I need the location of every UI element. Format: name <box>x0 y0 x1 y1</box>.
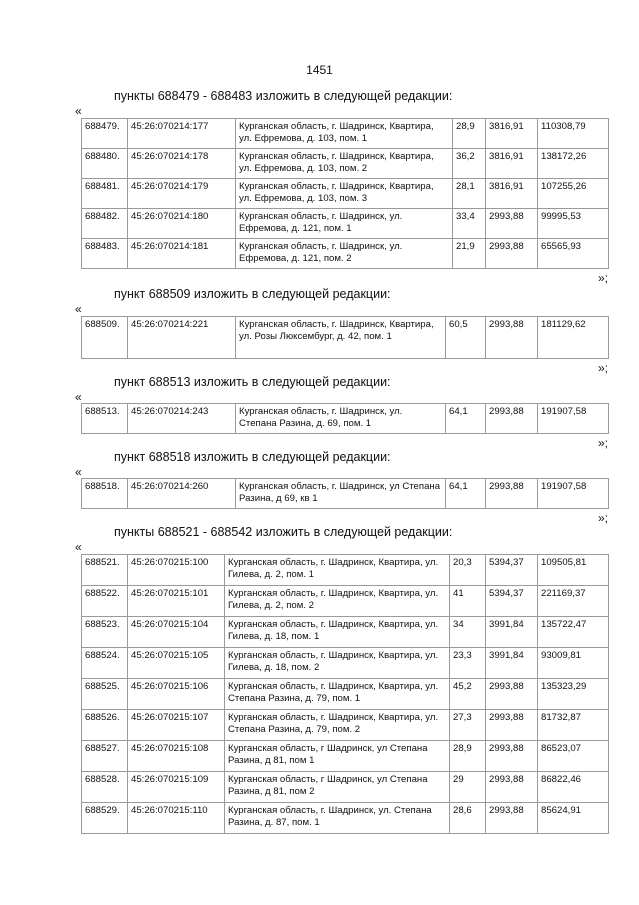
cell-price: 2993,88 <box>486 239 538 269</box>
cell-total: 99995,53 <box>538 209 609 239</box>
cell-address: Курганская область, г. Шадринск, Квартира, ул. Гилева, д. 18, пом. 2 <box>225 648 450 679</box>
cell-address: Курганская область, г Шадринск, ул Степана Разина, д 81, пом 1 <box>225 741 450 772</box>
cell-number: 688526. <box>82 710 128 741</box>
section-instruction: пункты 688521 - 688542 изложить в следующей редакции: <box>114 525 453 539</box>
table-row <box>82 555 609 586</box>
cell-address: Курганская область, г. Шадринск, ул. Степана Разина, д. 87, пом. 1 <box>225 803 450 834</box>
cell-number: 688481. <box>82 179 128 209</box>
cell-cadastral: 45:26:070214:181 <box>128 239 236 269</box>
table-row <box>82 679 609 710</box>
cell-address: Курганская область, г. Шадринск, Квартира, ул. Ефремова, д. 103, пом. 2 <box>236 149 453 179</box>
cell-number: 688527. <box>82 741 128 772</box>
cell-area: 20,3 <box>450 555 486 586</box>
cell-price: 2993,88 <box>486 710 538 741</box>
cell-area: 64,1 <box>446 479 486 509</box>
cell-price: 3991,84 <box>486 648 538 679</box>
cell-total: 93009,81 <box>538 648 609 679</box>
cell-address: Курганская область, г. Шадринск, Квартира, ул. Розы Люксембург, д. 42, пом. 1 <box>236 317 446 359</box>
close-quote: »; <box>597 511 608 525</box>
cell-total: 107255,26 <box>538 179 609 209</box>
cell-number: 688528. <box>82 772 128 803</box>
cell-total: 110308,79 <box>538 119 609 149</box>
cell-cadastral: 45:26:070215:100 <box>128 555 225 586</box>
cell-area: 64,1 <box>446 404 486 434</box>
items-table <box>81 478 609 509</box>
cell-cadastral: 45:26:070214:221 <box>128 317 236 359</box>
cell-address: Курганская область, г. Шадринск, Квартира, ул. Ефремова, д. 103, пом. 1 <box>236 119 453 149</box>
table-row <box>82 239 609 269</box>
cell-total: 109505,81 <box>538 555 609 586</box>
cell-area: 28,6 <box>450 803 486 834</box>
table-row <box>82 317 609 359</box>
cell-cadastral: 45:26:070214:180 <box>128 209 236 239</box>
table-row <box>82 119 609 149</box>
cell-address: Курганская область, г. Шадринск, Квартира, ул. Гилева, д. 2, пом. 1 <box>225 555 450 586</box>
open-quote: « <box>75 465 82 479</box>
cell-total: 191907,58 <box>538 404 609 434</box>
cell-area: 60,5 <box>446 317 486 359</box>
cell-cadastral: 45:26:070214:179 <box>128 179 236 209</box>
cell-price: 3816,91 <box>486 179 538 209</box>
cell-price: 2993,88 <box>486 317 538 359</box>
cell-cadastral: 45:26:070215:109 <box>128 772 225 803</box>
cell-number: 688479. <box>82 119 128 149</box>
table-row <box>82 179 609 209</box>
cell-address: Курганская область, г. Шадринск, ул Степана Разина, д 69, кв 1 <box>236 479 446 509</box>
cell-cadastral: 45:26:070214:243 <box>128 404 236 434</box>
cell-total: 81732,87 <box>538 710 609 741</box>
cell-address: Курганская область, г. Шадринск, Квартира, ул. Гилева, д. 2, пом. 2 <box>225 586 450 617</box>
cell-total: 221169,37 <box>538 586 609 617</box>
cell-price: 3816,91 <box>486 149 538 179</box>
cell-area: 23,3 <box>450 648 486 679</box>
table-row <box>82 479 609 509</box>
cell-number: 688529. <box>82 803 128 834</box>
section-instruction: пункт 688509 изложить в следующей редакции: <box>114 287 391 301</box>
cell-cadastral: 45:26:070214:260 <box>128 479 236 509</box>
open-quote: « <box>75 390 82 404</box>
open-quote: « <box>75 104 82 118</box>
cell-area: 45,2 <box>450 679 486 710</box>
cell-cadastral: 45:26:070215:108 <box>128 741 225 772</box>
close-quote: »; <box>597 271 608 285</box>
cell-area: 41 <box>450 586 486 617</box>
cell-number: 688525. <box>82 679 128 710</box>
cell-price: 2993,88 <box>486 479 538 509</box>
table-row <box>82 648 609 679</box>
cell-price: 2993,88 <box>486 404 538 434</box>
section-instruction: пункт 688518 изложить в следующей редакции: <box>114 450 391 464</box>
cell-total: 191907,58 <box>538 479 609 509</box>
cell-address: Курганская область, г. Шадринск, Квартира, ул. Степана Разина, д. 79, пом. 2 <box>225 710 450 741</box>
table-row <box>82 741 609 772</box>
cell-area: 36,2 <box>453 149 486 179</box>
cell-address: Курганская область, г. Шадринск, Квартира, ул. Ефремова, д. 103, пом. 3 <box>236 179 453 209</box>
cell-cadastral: 45:26:070215:104 <box>128 617 225 648</box>
table-row <box>82 617 609 648</box>
cell-total: 135323,29 <box>538 679 609 710</box>
table-row <box>82 149 609 179</box>
cell-number: 688482. <box>82 209 128 239</box>
cell-total: 181129,62 <box>538 317 609 359</box>
cell-cadastral: 45:26:070214:177 <box>128 119 236 149</box>
open-quote: « <box>75 302 82 316</box>
cell-price: 2993,88 <box>486 772 538 803</box>
open-quote: « <box>75 540 82 554</box>
cell-area: 27,3 <box>450 710 486 741</box>
cell-total: 65565,93 <box>538 239 609 269</box>
cell-area: 34 <box>450 617 486 648</box>
cell-area: 28,9 <box>453 119 486 149</box>
cell-price: 2993,88 <box>486 741 538 772</box>
table-row <box>82 803 609 834</box>
cell-cadastral: 45:26:070214:178 <box>128 149 236 179</box>
cell-number: 688513. <box>82 404 128 434</box>
cell-address: Курганская область, г. Шадринск, Квартира, ул. Степана Разина, д. 79, пом. 1 <box>225 679 450 710</box>
section-instruction: пункт 688513 изложить в следующей редакции: <box>114 375 391 389</box>
section-instruction: пункты 688479 - 688483 изложить в следующей редакции: <box>114 89 453 103</box>
cell-area: 28,9 <box>450 741 486 772</box>
cell-area: 33,4 <box>453 209 486 239</box>
cell-cadastral: 45:26:070215:101 <box>128 586 225 617</box>
cell-area: 28,1 <box>453 179 486 209</box>
items-table <box>81 403 609 434</box>
cell-cadastral: 45:26:070215:105 <box>128 648 225 679</box>
close-quote: »; <box>597 436 608 450</box>
cell-number: 688518. <box>82 479 128 509</box>
cell-number: 688483. <box>82 239 128 269</box>
cell-price: 3991,84 <box>486 617 538 648</box>
items-table <box>81 118 609 269</box>
cell-total: 86523,07 <box>538 741 609 772</box>
cell-price: 3816,91 <box>486 119 538 149</box>
cell-price: 2993,88 <box>486 679 538 710</box>
cell-number: 688509. <box>82 317 128 359</box>
cell-total: 85624,91 <box>538 803 609 834</box>
cell-address: Курганская область, г. Шадринск, ул. Ефремова, д. 121, пом. 2 <box>236 239 453 269</box>
cell-address: Курганская область, г Шадринск, ул Степана Разина, д 81, пом 2 <box>225 772 450 803</box>
table-row <box>82 404 609 434</box>
cell-price: 2993,88 <box>486 803 538 834</box>
cell-cadastral: 45:26:070215:106 <box>128 679 225 710</box>
cell-total: 138172,26 <box>538 149 609 179</box>
cell-number: 688521. <box>82 555 128 586</box>
cell-area: 21,9 <box>453 239 486 269</box>
close-quote: »; <box>597 361 608 375</box>
cell-price: 2993,88 <box>486 209 538 239</box>
cell-price: 5394,37 <box>486 555 538 586</box>
cell-total: 135722,47 <box>538 617 609 648</box>
items-table <box>81 316 609 359</box>
cell-price: 5394,37 <box>486 586 538 617</box>
cell-address: Курганская область, г. Шадринск, ул. Степана Разина, д. 69, пом. 1 <box>236 404 446 434</box>
cell-cadastral: 45:26:070215:110 <box>128 803 225 834</box>
cell-total: 86822,46 <box>538 772 609 803</box>
items-table <box>81 554 609 834</box>
table-row <box>82 209 609 239</box>
table-row <box>82 586 609 617</box>
cell-address: Курганская область, г. Шадринск, ул. Ефремова, д. 121, пом. 1 <box>236 209 453 239</box>
cell-area: 29 <box>450 772 486 803</box>
page-number: 1451 <box>306 63 333 77</box>
cell-address: Курганская область, г. Шадринск, Квартира, ул. Гилева, д. 18, пом. 1 <box>225 617 450 648</box>
table-row <box>82 710 609 741</box>
cell-number: 688522. <box>82 586 128 617</box>
cell-cadastral: 45:26:070215:107 <box>128 710 225 741</box>
cell-number: 688523. <box>82 617 128 648</box>
cell-number: 688524. <box>82 648 128 679</box>
cell-number: 688480. <box>82 149 128 179</box>
table-row <box>82 772 609 803</box>
